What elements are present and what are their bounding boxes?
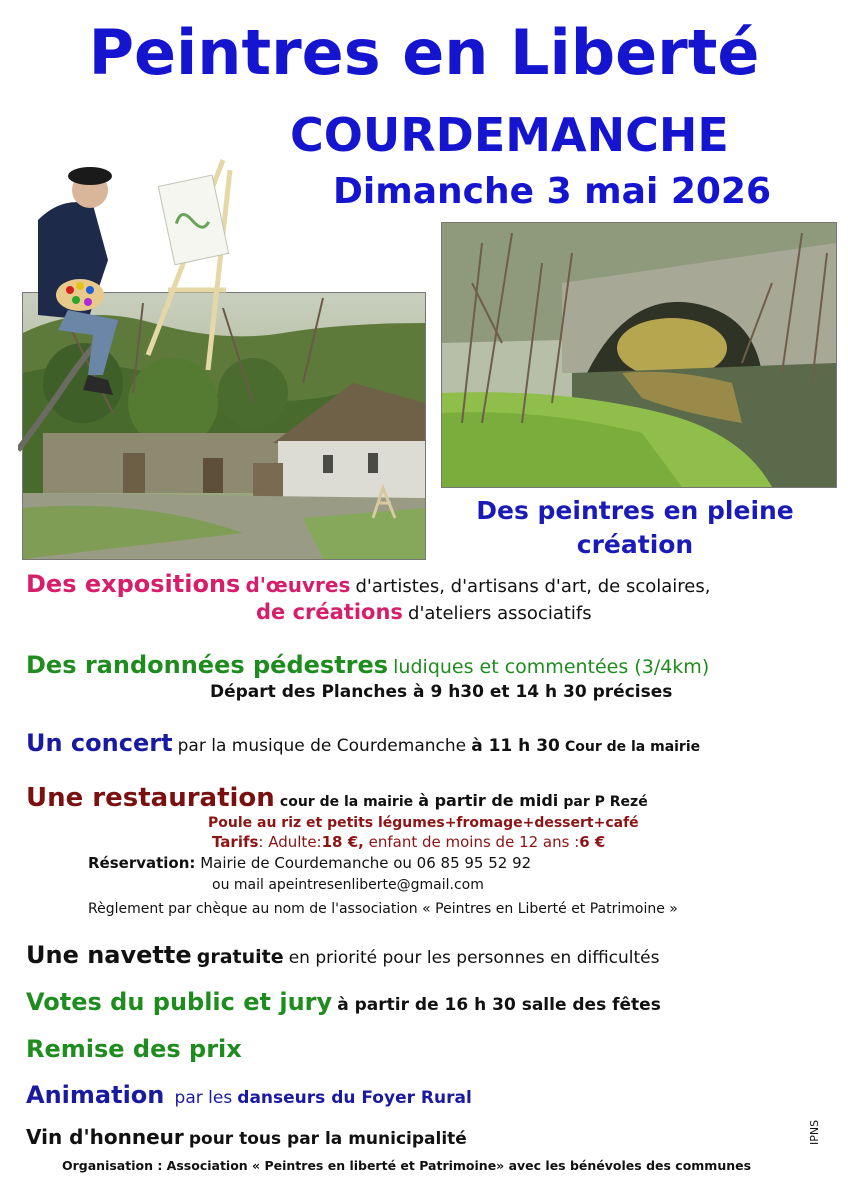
randonnees-depart: Départ des Planches à 9 h30 et 14 h 30 précises (210, 682, 673, 702)
votes-lead: Votes du public et jury (26, 988, 333, 1016)
caption-line-2: création (576, 529, 694, 559)
poster-title: Peintres en Liberté (88, 16, 760, 89)
reservation-text: Mairie de Courdemanche ou 06 85 95 52 92 (200, 854, 532, 872)
concert-line (26, 731, 700, 755)
concert-lead: Un concert (26, 729, 173, 757)
animation-lead: Animation (26, 1081, 165, 1109)
reservation-mail[interactable]: ou mail apeintresenliberte@gmail.com (212, 877, 484, 893)
organisation-footer: Organisation : Association « Peintres en liberté et Patrimoine» avec les bénévoles des communes (62, 1158, 752, 1173)
vin-rest: pour tous par la municipalité (188, 1129, 467, 1149)
tarifs-label: Tarifs (212, 833, 259, 851)
restauration-lead: Une restauration (26, 783, 275, 813)
reservation-label: Réservation: (88, 854, 196, 872)
expositions-ateliers: d'ateliers associatifs (408, 603, 592, 624)
tarifs-child-text: enfant de moins de 12 ans : (368, 833, 580, 851)
animation-par: par les (174, 1088, 233, 1108)
animation-rest: danseurs du Foyer Rural (237, 1088, 472, 1108)
restauration-line (26, 785, 648, 811)
expositions-rest: d'artistes, d'artisans d'art, de scolaires, (355, 576, 711, 597)
concert-rest: par la musique de Courdemanche (177, 736, 467, 756)
caption-line-1: Des peintres en pleine (476, 496, 794, 525)
event-date: Dimanche 3 mai 2026 (333, 171, 772, 212)
restauration-place: cour de la mairie (279, 794, 414, 810)
votes-rest: à partir de 16 h 30 salle des fêtes (337, 995, 661, 1015)
concert-time: à 11 h 30 (471, 736, 560, 756)
vin-lead: Vin d'honneur (26, 1125, 184, 1149)
expositions-oeuvres: d'œuvres (245, 573, 351, 597)
randonnees-rest: ludiques et commentées (3/4km) (393, 656, 710, 678)
vin-line (26, 1127, 467, 1148)
animation-line (26, 1083, 472, 1107)
ipns-label: IPNS (808, 1119, 821, 1145)
restauration-menu: Poule au riz et petits légumes+fromage+dessert+café (208, 815, 639, 831)
expositions-creations: de créations (256, 600, 403, 624)
randonnees-lead: Des randonnées pédestres (26, 651, 389, 679)
town-name: COURDEMANCHE (290, 108, 729, 162)
reglement-line: Règlement par chèque au nom de l'association « Peintres en Liberté et Patrimoine » (88, 901, 678, 917)
tarifs-adult-price: 18 €, (321, 833, 364, 851)
tarifs-adult-text: : Adulte: (258, 833, 322, 851)
bridge-photo (441, 222, 837, 488)
painter-illustration (18, 150, 248, 460)
restauration-by: par P Rezé (563, 794, 648, 810)
restauration-tarifs (212, 835, 605, 850)
remise-lead: Remise des prix (26, 1035, 242, 1063)
navette-lead: Une navette (26, 941, 192, 969)
randonnees-line-1 (26, 653, 709, 677)
restauration-time: à partir de midi (418, 791, 559, 810)
votes-line (26, 990, 661, 1014)
navette-gratuite: gratuite (196, 946, 284, 968)
expositions-lead: Des expositions (26, 570, 241, 598)
navette-rest: en priorité pour les personnes en difficultés (288, 948, 660, 968)
reservation-line (88, 856, 531, 871)
navette-line (26, 943, 659, 967)
photo-caption (450, 494, 820, 562)
tarifs-child-price: 6 € (579, 833, 606, 851)
expositions-line-2 (256, 602, 592, 623)
expositions-line-1 (26, 572, 710, 596)
concert-place: Cour de la mairie (564, 739, 701, 755)
